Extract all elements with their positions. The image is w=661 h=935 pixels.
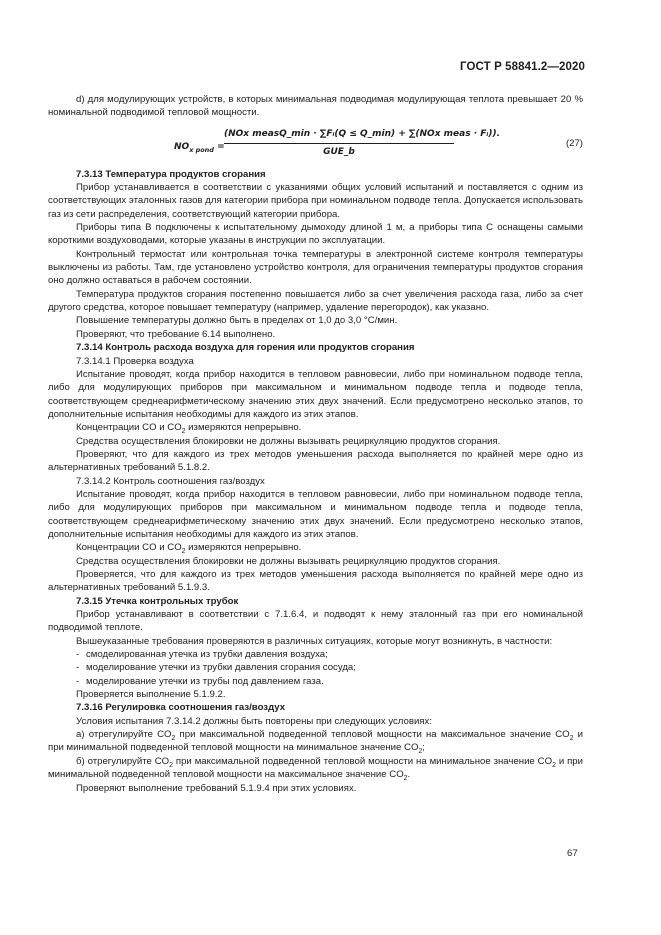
paragraph: Температура продуктов сгорания постепенно повышается либо за счет увеличения расхода газа, либо за счет другого средства, которое повышает температуру (например, удаление перегородок), как указано. [48, 288, 583, 314]
formula-numerator: (NOx measQ_min · ∑Fᵢ(Q ≤ Q_min) + ∑(NOx meas · Fᵢ)). [224, 128, 454, 144]
document-header: ГОСТ Р 58841.2—2020 [460, 61, 585, 73]
formula-number: (27) [565, 137, 583, 149]
paragraph: Условия испытания 7.3.14.2 должны быть повторены при следующих условиях: [76, 715, 432, 727]
list-item: - моделирование утечки из трубы под давлением газа. [76, 675, 324, 687]
subsection-heading-7-3-14-2: 7.3.14.2 Контроль соотношения газ/воздух [76, 475, 265, 487]
paragraph-item-b: б) отрегулируйте $CO_2$ при максимальной подведенной тепловой мощности на минимальное значение $CO_2$ и при минимальной подведенной тепловой мощности на максимальное значение $CO_2$. [48, 755, 583, 783]
formula-denominator: GUE_b [323, 147, 355, 158]
paragraph: Испытание проводят, когда прибор находится в тепловом равновесии, либо при номинальном подводе тепла, либо для модулирующих приборов при максимальном и минимальном подводе тепла и подводе тепла, соответствующем среднеарифметическому значению этих двух значений. Если предусмотрено несколько этапов, дополнительные испытания необходимы для каждого из этих этапов. [48, 488, 583, 540]
paragraph: Проверяется, что для каждого из трех методов уменьшения расхода выполняется по крайней мере одно из альтернативных требований 5.1.9.3. [48, 569, 583, 594]
paragraph: Прибор устанавливают в соответствии с 7.1.6.4, и подводят к нему эталонный газ при его номинальной подводимой теплоте. [48, 609, 583, 634]
section-heading-7-3-16: 7.3.16 Регулировка соотношения газ/воздух [76, 702, 286, 714]
dash-bullet: - [76, 649, 80, 661]
paragraph-item-a: а) отрегулируйте $CO_2$ при максимальной подведенной тепловой мощности на максимальное значение $CO_2$ и при минимальной подведенной тепловой мощности на минимальное значение $CO_2$; [48, 729, 583, 756]
dash-bullet: - [76, 675, 80, 687]
intro-paragraph: d) для модулирующих устройств, в которых минимальная подводимая модулирующая теплота превышает 20 % номинальной подводимой тепловой мощности. [48, 94, 583, 119]
page-number: 67 [567, 848, 578, 859]
paragraph: Проверяют выполнение требований 5.1.9.4 при этих условиях. [76, 782, 357, 794]
paragraph: Контрольный термостат или контрольная точка температуры в электронной системе контроля температуры выключены из работы. Там, где установлено устройство контроля, для ограничения температуры продуктов сгорания оно должно оставаться в рабочем состоянии. [48, 248, 583, 287]
list-item: - моделирование утечки из трубки давления сгорания сосуда; [76, 662, 356, 674]
paragraph: Средства осуществления блокировки не должны вызывать рециркуляцию продуктов сгорания. [76, 555, 501, 567]
paragraph: Проверяют, что требование 6.14 выполнено. [76, 328, 276, 340]
paragraph: Прибор устанавливается в соответствии с указаниями общих условий испытаний и поставляется с одним из соответствующих эталонных газов для категории прибора при номинальном подводе тепла. Допускается использовать газ из сети распределения, соответствующий категории прибора. [48, 182, 583, 220]
dash-bullet: - [76, 662, 80, 674]
paragraph: Вышеуказанные требования проверяются в различных ситуациях, которые могут возникнуть, в частности: [76, 635, 553, 647]
paragraph: Повышение температуры должно быть в пределах от 1,0 до 3,0 °С/мин. [76, 315, 398, 327]
formula-27 [48, 120, 583, 168]
paragraph: Испытание проводят, когда прибор находится в тепловом равновесии, либо при номинальном подводе тепла, либо для модулирующих приборов при максимальном и минимальном подводе тепла и подводе тепла, соответствующем среднеарифметическому значению этих двух значений. Если предусмотрено несколько этапов, то дополнительные испытания необходимы для каждого из этих этапов. [48, 368, 583, 420]
paragraph: Приборы типа В подключены к испытательному дымоходу длиной 1 м, а приборы типа С оснащены самыми короткими воздуховодами, которые указаны в инструкции по эксплуатации. [48, 222, 583, 247]
subsection-heading-7-3-14-1: 7.3.14.1 Проверка воздуха [76, 355, 194, 367]
section-heading-7-3-13: 7.3.13 Температура продуктов сгорания [76, 168, 266, 180]
paragraph: Проверяется выполнение 5.1.9.2. [76, 689, 226, 701]
paragraph: Концентрации CO и $CO_2$ измеряются непрерывно. [76, 422, 302, 436]
formula-lhs: $NO_{x pond}$ = [174, 141, 225, 154]
paragraph: Проверяют, что для каждого из трех методов уменьшения расхода выполняется по крайней мере одно из альтернативных требований 5.1.8.2. [48, 448, 583, 474]
formula-fraction [224, 128, 501, 160]
section-heading-7-3-15: 7.3.15 Утечка контрольных трубок [76, 595, 239, 607]
section-heading-7-3-14: 7.3.14 Контроль расхода воздуха для горения или продуктов сгорания [76, 342, 415, 354]
paragraph: Концентрации CO и $CO_2$ измеряются непрерывно. [76, 542, 302, 556]
paragraph: Средства осуществления блокировки не должны вызывать рециркуляцию продуктов сгорания. [76, 435, 501, 447]
page-content [48, 93, 583, 795]
list-item: - смоделированная утечка из трубки давления воздуха; [76, 649, 328, 661]
